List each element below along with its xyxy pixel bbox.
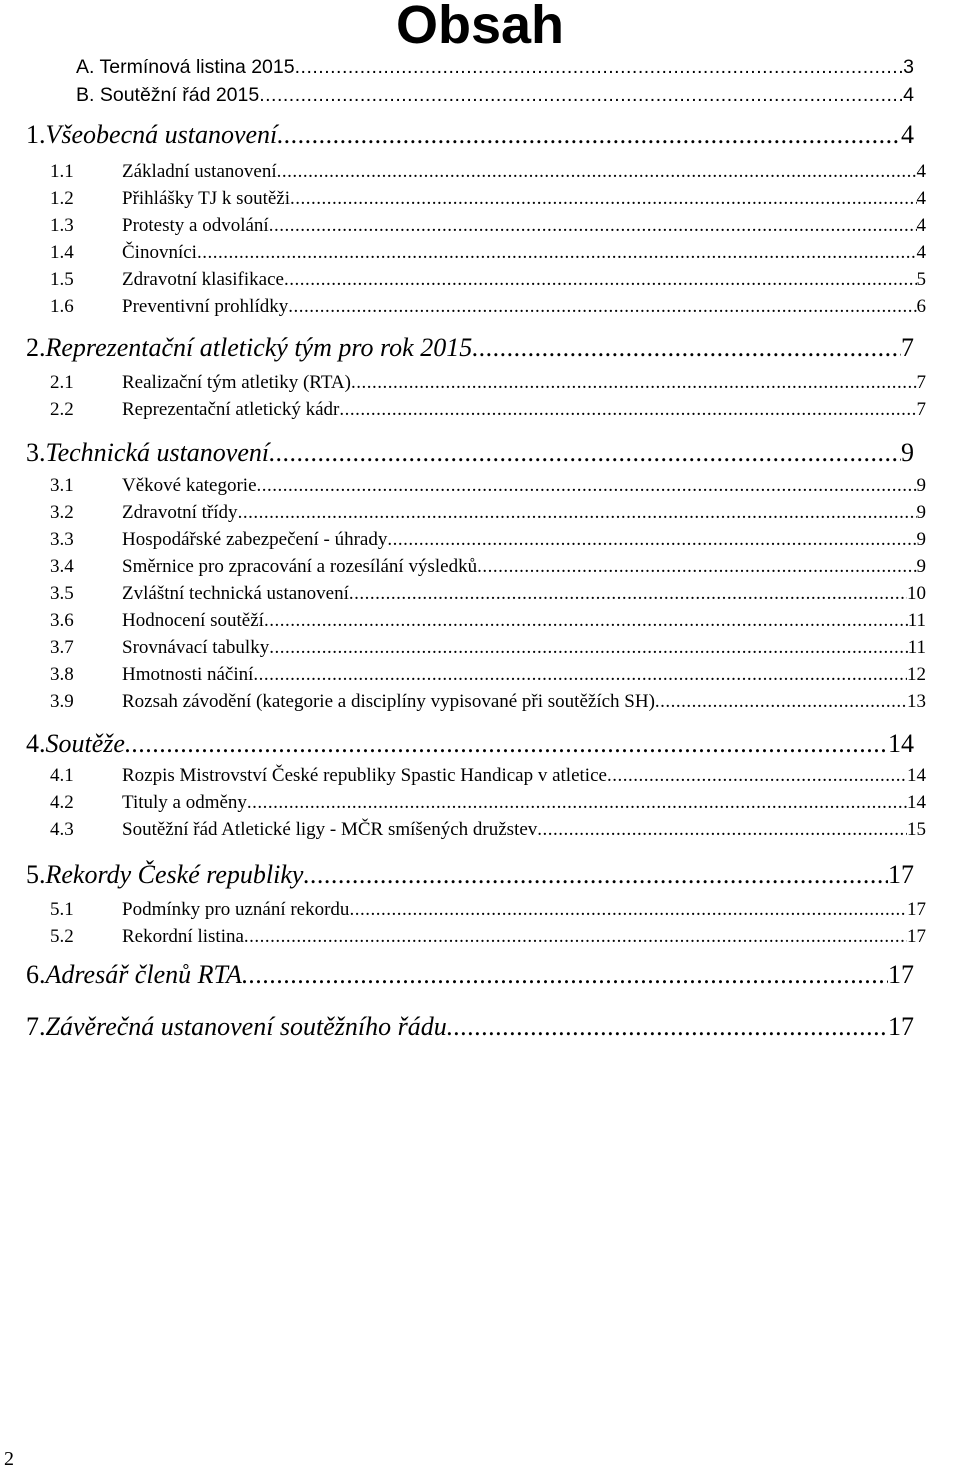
toc-subentry-text: Činovníci — [122, 242, 197, 263]
toc-subentry-text: Rekordní listina — [122, 926, 244, 947]
toc-chapter-text: Rekordy České republiky — [45, 860, 304, 889]
toc-subentry[interactable] — [0, 269, 960, 299]
toc-subentry[interactable] — [0, 899, 960, 929]
dot-leader — [349, 899, 907, 921]
toc-subentry[interactable] — [0, 765, 960, 795]
toc-chapter-page: 4 — [901, 120, 914, 149]
dot-leader — [238, 502, 917, 524]
toc-subentry-page: 4 — [916, 242, 926, 263]
toc-subentry-page: 9 — [916, 475, 926, 496]
toc-subentry-number: 3.9 — [50, 691, 74, 712]
dot-leader — [339, 399, 916, 421]
dot-leader — [253, 664, 907, 686]
toc-entry-page: 3 — [903, 56, 914, 78]
toc-subentry-number: 2.2 — [50, 399, 74, 420]
toc-subentry-text: Tituly a odměny — [122, 792, 247, 813]
toc-subentry-text: Hodnocení soutěží — [122, 610, 264, 631]
toc-subentry-number: 1.4 — [50, 242, 74, 263]
dot-leader — [277, 161, 917, 183]
dot-leader — [197, 242, 917, 264]
toc-chapter-page: 17 — [888, 860, 914, 889]
toc-subentry-number: 5.2 — [50, 926, 74, 947]
dot-leader — [472, 333, 901, 363]
page-title: Obsah — [395, 0, 565, 55]
toc-subentry-text: Zdravotní třídy — [122, 502, 238, 523]
toc-subentry-number: 3.2 — [50, 502, 74, 523]
toc-subentry-text: Hmotnosti náčiní — [122, 664, 254, 685]
toc-subentry-number: 1.6 — [50, 296, 74, 317]
toc-subentry-text: Přihlášky TJ k soutěži — [122, 188, 291, 209]
toc-subentry-page: 11 — [907, 637, 926, 658]
toc-chapter-number: 1. — [26, 120, 46, 149]
toc-subentry-page: 9 — [916, 502, 926, 523]
toc-subentry-number: 2.1 — [50, 372, 74, 393]
dot-leader — [303, 860, 888, 890]
toc-subentry[interactable] — [0, 926, 960, 956]
toc-subentry-text: Realizační tým atletiky (RTA) — [122, 372, 351, 393]
toc-chapter[interactable] — [0, 960, 960, 1000]
toc-subentry[interactable] — [0, 215, 960, 245]
dot-leader — [288, 296, 916, 318]
toc-subentry-number: 1.5 — [50, 269, 74, 290]
toc-subentry-text: Základní ustanovení — [122, 161, 277, 182]
toc-chapter-page: 17 — [888, 960, 914, 989]
toc-subentry-page: 17 — [907, 899, 926, 920]
toc-chapter[interactable] — [0, 729, 960, 769]
toc-subentry[interactable] — [0, 188, 960, 218]
toc-subentry-page: 10 — [907, 583, 926, 604]
toc-subentry-text: Reprezentační atletický kádr — [122, 399, 340, 420]
toc-subentry-text: Rozsah závodění (kategorie a disciplíny vypisované při soutěžích SH) — [122, 691, 655, 712]
toc-subentry-page: 17 — [907, 926, 926, 947]
toc-subentry-number: 4.3 — [50, 819, 74, 840]
toc-chapter[interactable] — [0, 860, 960, 900]
toc-subentry-page: 6 — [916, 296, 926, 317]
dot-leader — [264, 610, 908, 632]
toc-subentry-page: 13 — [907, 691, 926, 712]
dot-leader — [607, 765, 907, 787]
toc-subentry-page: 4 — [916, 215, 926, 236]
dot-leader — [269, 438, 901, 468]
toc-subentry-text: Zvláštní technická ustanovení — [122, 583, 349, 604]
toc-subentry[interactable] — [0, 792, 960, 822]
toc-subentry-text: Protesty a odvolání — [122, 215, 269, 236]
toc-chapter-page: 9 — [901, 438, 914, 467]
toc-subentry-number: 3.5 — [50, 583, 74, 604]
toc-subentry-page: 9 — [916, 529, 926, 550]
toc-subentry[interactable] — [0, 529, 960, 559]
dot-leader — [259, 84, 903, 107]
toc-entry-text: A. Termínová listina 2015 — [76, 56, 295, 78]
toc-entry[interactable] — [0, 56, 960, 86]
toc-subentry-page: 12 — [907, 664, 926, 685]
toc-subentry-page: 14 — [907, 765, 926, 786]
dot-leader — [277, 120, 901, 150]
toc-subentry[interactable] — [0, 664, 960, 694]
toc-subentry-text: Směrnice pro zpracování a rozesílání výsledků — [122, 556, 478, 577]
toc-subentry[interactable] — [0, 161, 960, 191]
dot-leader — [290, 188, 916, 210]
dot-leader — [247, 792, 907, 814]
toc-subentry-page: 14 — [907, 792, 926, 813]
dot-leader — [242, 960, 888, 990]
toc-chapter-text: Všeobecná ustanovení — [45, 120, 278, 149]
toc-subentry[interactable] — [0, 372, 960, 402]
dot-leader — [295, 56, 904, 79]
toc-subentry-number: 1.2 — [50, 188, 74, 209]
toc-chapter[interactable] — [0, 120, 960, 160]
toc-chapter-number: 2. — [26, 333, 46, 362]
toc-subentry-number: 3.7 — [50, 637, 74, 658]
toc-chapter-text: Závěrečná ustanovení soutěžního řádu — [45, 1012, 447, 1041]
toc-subentry-page: 7 — [916, 372, 926, 393]
toc-chapter[interactable] — [0, 1012, 960, 1052]
toc-chapter-page: 7 — [901, 333, 914, 362]
toc-subentry[interactable] — [0, 502, 960, 532]
toc-subentry-page: 5 — [916, 269, 926, 290]
dot-leader — [269, 637, 907, 659]
dot-leader — [269, 215, 917, 237]
toc-subentry-text: Rozpis Mistrovství České republiky Spastic Handicap v atletice — [122, 765, 607, 786]
toc-chapter[interactable] — [0, 438, 960, 478]
toc-subentry-number: 5.1 — [50, 899, 74, 920]
toc-subentry-page: 4 — [916, 188, 926, 209]
dot-leader — [447, 1012, 888, 1042]
toc-chapter-text: Reprezentační atletický tým pro rok 2015 — [45, 333, 473, 362]
toc-subentry[interactable] — [0, 691, 960, 721]
dot-leader — [351, 372, 917, 394]
toc-subentry-number: 1.1 — [50, 161, 74, 182]
toc-chapter-number: 5. — [26, 860, 46, 889]
toc-subentry-number: 4.2 — [50, 792, 74, 813]
toc-subentry-number: 3.3 — [50, 529, 74, 550]
toc-subentry[interactable] — [0, 242, 960, 272]
toc-chapter-page: 14 — [888, 729, 914, 758]
toc-entry-page: 4 — [903, 84, 914, 106]
toc-subentry-number: 3.4 — [50, 556, 74, 577]
toc-subentry-page: 15 — [907, 819, 926, 840]
toc-chapter-text: Technická ustanovení — [45, 438, 270, 467]
toc-subentry-number: 4.1 — [50, 765, 74, 786]
toc-subentry[interactable] — [0, 399, 960, 429]
toc-subentry-text: Srovnávací tabulky — [122, 637, 270, 658]
toc-entry-text: B. Soutěžní řád 2015 — [76, 84, 260, 106]
toc-subentry[interactable] — [0, 296, 960, 326]
toc-subentry-number: 1.3 — [50, 215, 74, 236]
toc-chapter-number: 6. — [26, 960, 46, 989]
toc-subentry-page: 11 — [907, 610, 926, 631]
toc-subentry-page: 7 — [916, 399, 926, 420]
toc-entry[interactable] — [0, 84, 960, 114]
toc-subentry[interactable] — [0, 583, 960, 613]
toc-subentry[interactable] — [0, 556, 960, 586]
toc-chapter-text: Soutěže — [45, 729, 125, 758]
toc-chapter-number: 3. — [26, 438, 46, 467]
dot-leader — [477, 556, 916, 578]
toc-subentry-text: Preventivní prohlídky — [122, 296, 289, 317]
dot-leader — [244, 926, 907, 948]
toc-chapter-number: 4. — [26, 729, 46, 758]
toc-subentry-text: Hospodářské zabezpečení - úhrady — [122, 529, 388, 550]
toc-subentry-page: 4 — [916, 161, 926, 182]
toc-subentry-page: 9 — [916, 556, 926, 577]
dot-leader — [349, 583, 907, 605]
toc-subentry[interactable] — [0, 819, 960, 849]
dot-leader — [537, 819, 907, 841]
toc-subentry[interactable] — [0, 610, 960, 640]
toc-subentry-text: Soutěžní řád Atletické ligy - MČR smíšených družstev — [122, 819, 538, 840]
toc-subentry[interactable] — [0, 475, 960, 505]
toc-subentry-text: Věkové kategorie — [122, 475, 257, 496]
toc-chapter-page: 17 — [888, 1012, 914, 1041]
page-number: 2 — [4, 1448, 14, 1470]
toc-subentry[interactable] — [0, 637, 960, 667]
toc-chapter-text: Adresář členů RTA — [45, 960, 242, 989]
toc-subentry-number: 3.8 — [50, 664, 74, 685]
dot-leader — [125, 729, 888, 759]
dot-leader — [284, 269, 917, 291]
toc-chapter[interactable] — [0, 333, 960, 373]
toc-subentry-text: Podmínky pro uznání rekordu — [122, 899, 350, 920]
toc-subentry-number: 3.6 — [50, 610, 74, 631]
dot-leader — [257, 475, 917, 497]
toc-chapter-number: 7. — [26, 1012, 46, 1041]
toc-subentry-text: Zdravotní klasifikace — [122, 269, 284, 290]
toc-subentry-number: 3.1 — [50, 475, 74, 496]
dot-leader — [387, 529, 916, 551]
dot-leader — [655, 691, 907, 713]
